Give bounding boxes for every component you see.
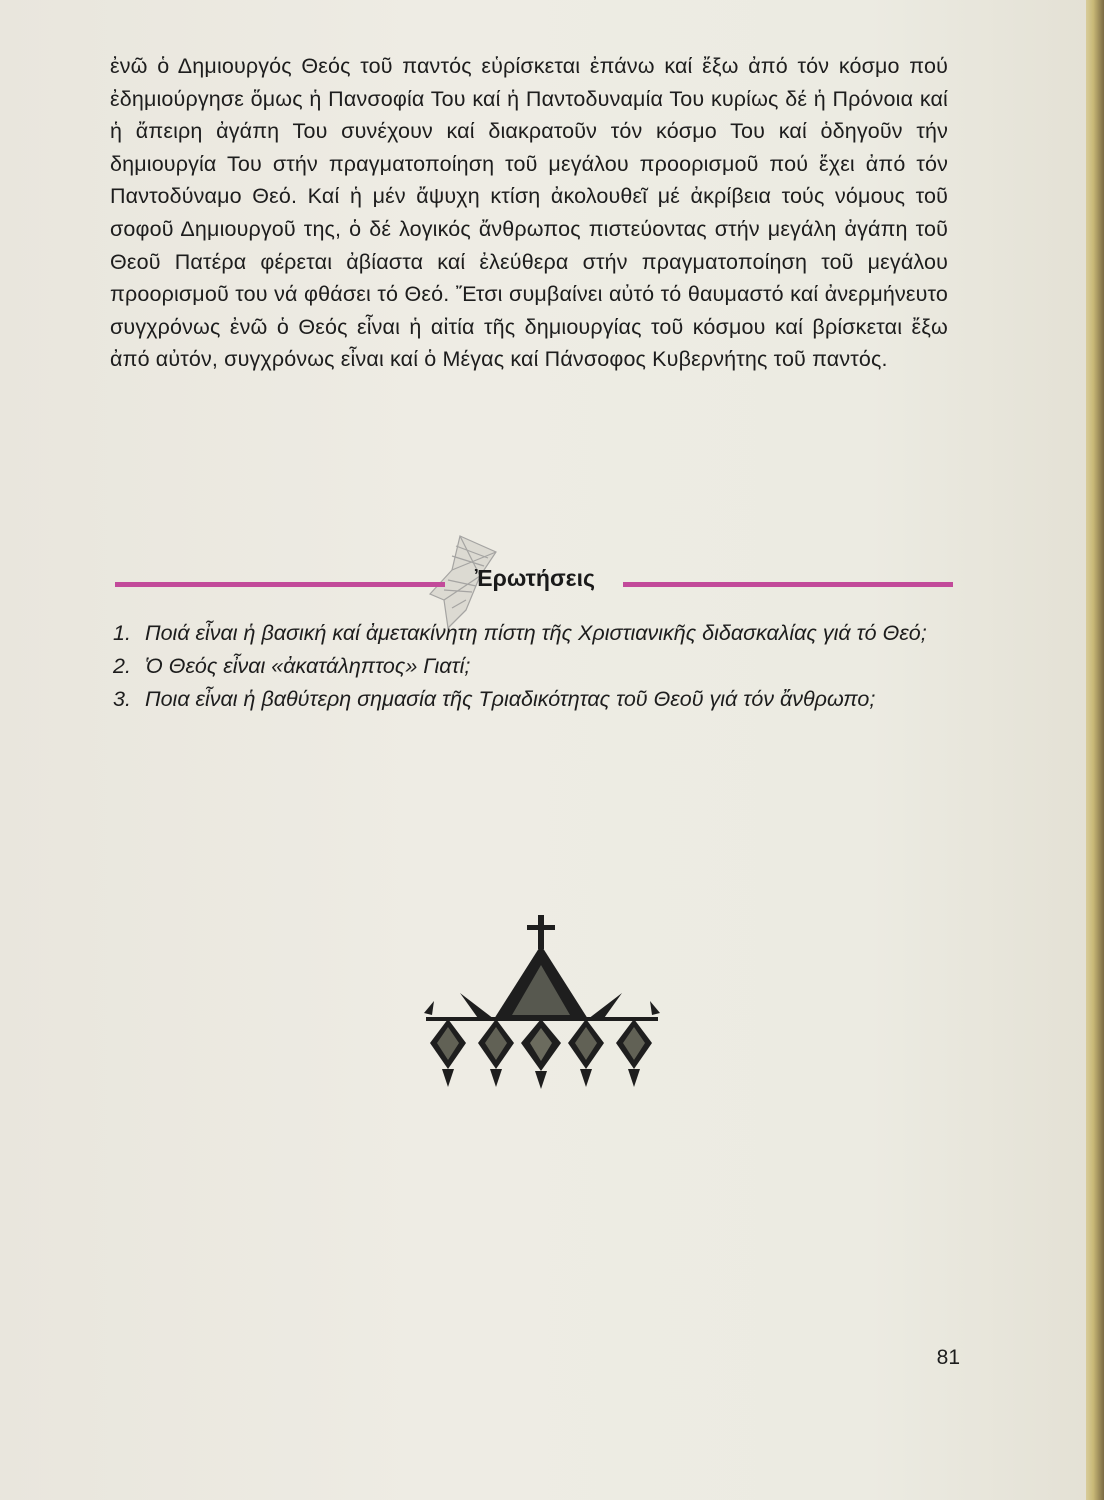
question-item: [113, 618, 959, 648]
header-rule-left: [115, 582, 445, 587]
section-title: Ἐρωτήσεις: [475, 565, 595, 591]
question-item: [113, 684, 959, 714]
page-number: 81: [936, 1346, 960, 1369]
page-edge: [1086, 0, 1104, 1500]
question-text: Ὁ Θεός εἶναι «ἀκατάληπτος» Γιατί;: [145, 654, 471, 678]
cross-crown-ornament-icon: [420, 915, 670, 1090]
question-number: 2.: [113, 654, 131, 678]
question-number: 3.: [113, 687, 131, 711]
question-item: [113, 651, 959, 681]
body-text: [110, 50, 948, 376]
questions-list: [113, 618, 959, 717]
body-paragraph: ἐνῶ ὁ Δημιουργός Θεός τοῦ παντός εὑρίσκεται ἐπάνω καί ἔξω ἀπό τόν κόσμο πού ἐδημιούργησε ὅμως ἡ Πανσοφία Του καί ἡ Παντοδυναμία Του κυρίως δέ ἡ Πρόνοια καί ἡ ἄπειρη ἀγάπη Του συνέχουν καί διακρατοῦν τόν κόσμο Του καί ὁδηγοῦν τήν δημιουργία Του στήν πραγματοποίηση τοῦ μεγάλου προορισμοῦ πού ἔχει ἀπό τόν Παντοδύναμο Θεό. Καί ἡ μέν ἄψυχη κτίση ἀκολουθεῖ μέ ἀκρίβεια τούς νόμους τοῦ σοφοῦ Δημιουργοῦ της, ὁ δέ λογικός ἄνθρωπος πιστεύοντας στήν μεγάλη ἀγάπη τοῦ Θεοῦ Πατέρα φέρεται ἀβίαστα καί ἐλεύθερα στήν πραγματοποίηση τοῦ μεγάλου προορισμοῦ του νά φθάσει τό Θεό. Ἔτσι συμβαίνει αὐτό τό θαυμαστό καί ἀνερμήνευτο συγχρόνως ἐνῶ ὁ Θεός εἶναι ἡ αἰτία τῆς δημιουργίας τοῦ κόσμου καί βρίσκεται ἔξω ἀπό αὐτόν, συγχρόνως εἶναι καί ὁ Μέγας καί Πάνσοφος Κυβερνήτης τοῦ παντός.: [110, 54, 948, 372]
question-text: Ποιά εἶναι ἡ βασική καί ἀμετακίνητη πίστη τῆς Χριστιανικῆς διδασκαλίας γιά τό Θεό;: [145, 621, 927, 645]
question-text: Ποια εἶναι ἡ βαθύτερη σημασία τῆς Τριαδικότητας τοῦ Θεοῦ γιά τόν ἄνθρωπο;: [145, 687, 876, 711]
header-rule-right: [623, 582, 953, 587]
section-header: [115, 560, 953, 604]
question-number: 1.: [113, 621, 131, 645]
